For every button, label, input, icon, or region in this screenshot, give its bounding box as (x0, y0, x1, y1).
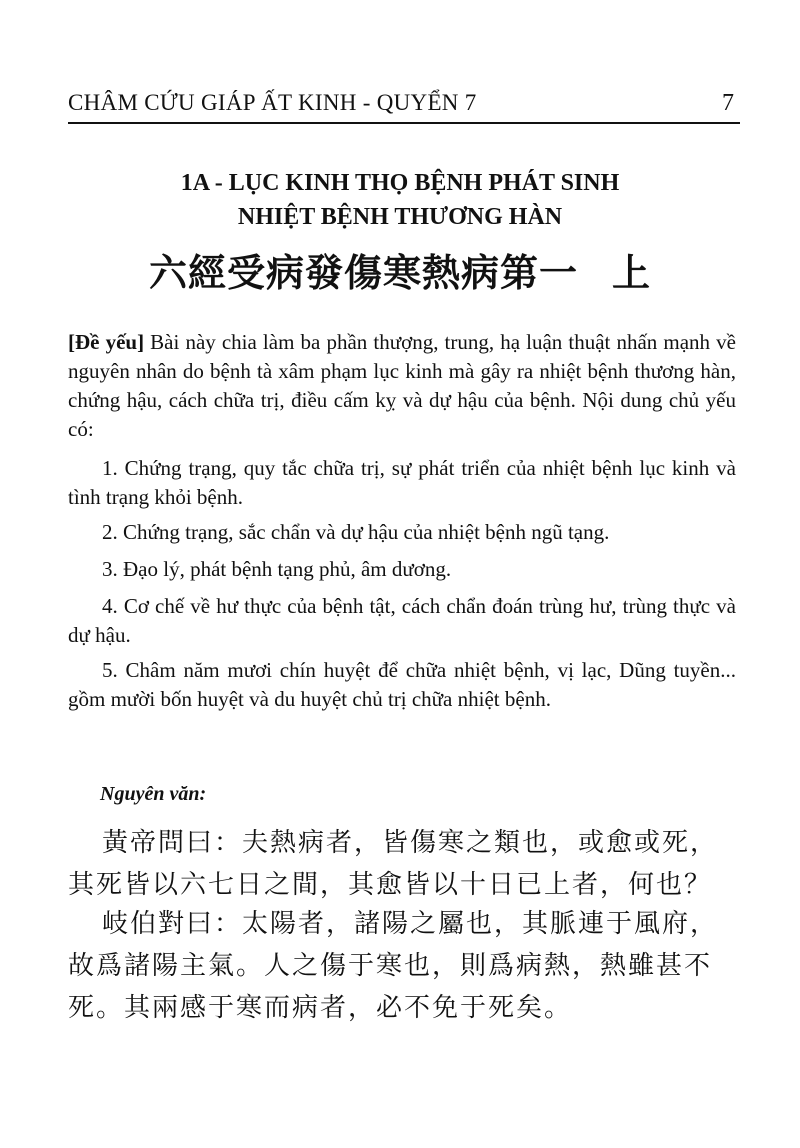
running-title: CHÂM CỨU GIÁP ẤT KINH - QUYỂN 7 (68, 90, 477, 115)
summary-point-2: 2. Chứng trạng, sắc chẩn và dự hậu của nhiệt bệnh ngũ tạng. (102, 520, 610, 544)
chapter-title-chinese-part: 上 (612, 251, 652, 295)
summary-point-4: 4. Cơ chế về hư thực của bệnh tật, cách chẩn đoán trùng hư, trùng thực và dự hậu. (68, 594, 736, 647)
chapter-title-line-2: NHIỆT BỆNH THƯƠNG HÀN (237, 204, 563, 230)
chapter-title-line-1: 1A - LỤC KINH THỌ BỆNH PHÁT SINH (180, 170, 620, 196)
summary-point-5: 5. Châm năm mươi chín huyệt để chữa nhiệt bệnh, vị lạc, Dũng tuyền... gồm mười bốn huyệt và du huyệt chủ trị chữa nhiệt bệnh. (68, 658, 736, 711)
page-number: 7 (722, 90, 734, 116)
summary-text: Bài này chia làm ba phần thượng, trung, hạ luận thuật nhấn mạnh về nguyên nhân do bệnh tà xâm phạm lục kinh mà gây ra nhiệt bệnh thương hàn, chứng hậu, cách chữa trị, điều cấm kỵ và dự hậu của bệnh. Nội dung chủ yếu có: (68, 330, 736, 441)
summary-lead: [Đề yếu] (68, 330, 145, 354)
summary-paragraph (68, 328, 736, 444)
summary-point-1: 1. Chứng trạng, quy tắc chữa trị, sự phát triển của nhiệt bệnh lục kinh và tình trạng khỏi bệnh. (68, 456, 736, 509)
summary-point-3: 3. Đạo lý, phát bệnh tạng phủ, âm dương. (102, 557, 452, 581)
original-text-paragraph-1: 黃帝問曰：夫熱病者，皆傷寒之類也，或愈或死，其死皆以六七日之間，其愈皆以十日已上者，何也？ (68, 828, 719, 900)
chapter-title-chinese-main: 六經受病發傷寒熱病第一 (148, 251, 578, 295)
running-header (68, 86, 740, 124)
chapter-title-chinese (0, 242, 800, 297)
original-text-label: Nguyên văn: (100, 783, 207, 805)
original-text-paragraph-2: 岐伯對曰：太陽者，諸陽之屬也，其脈連于風府，故爲諸陽主氣。人之傷于寒也，則爲病熱，熱雖甚不死。其兩感于寒而病者，必不免于死矣。 (68, 909, 719, 1023)
